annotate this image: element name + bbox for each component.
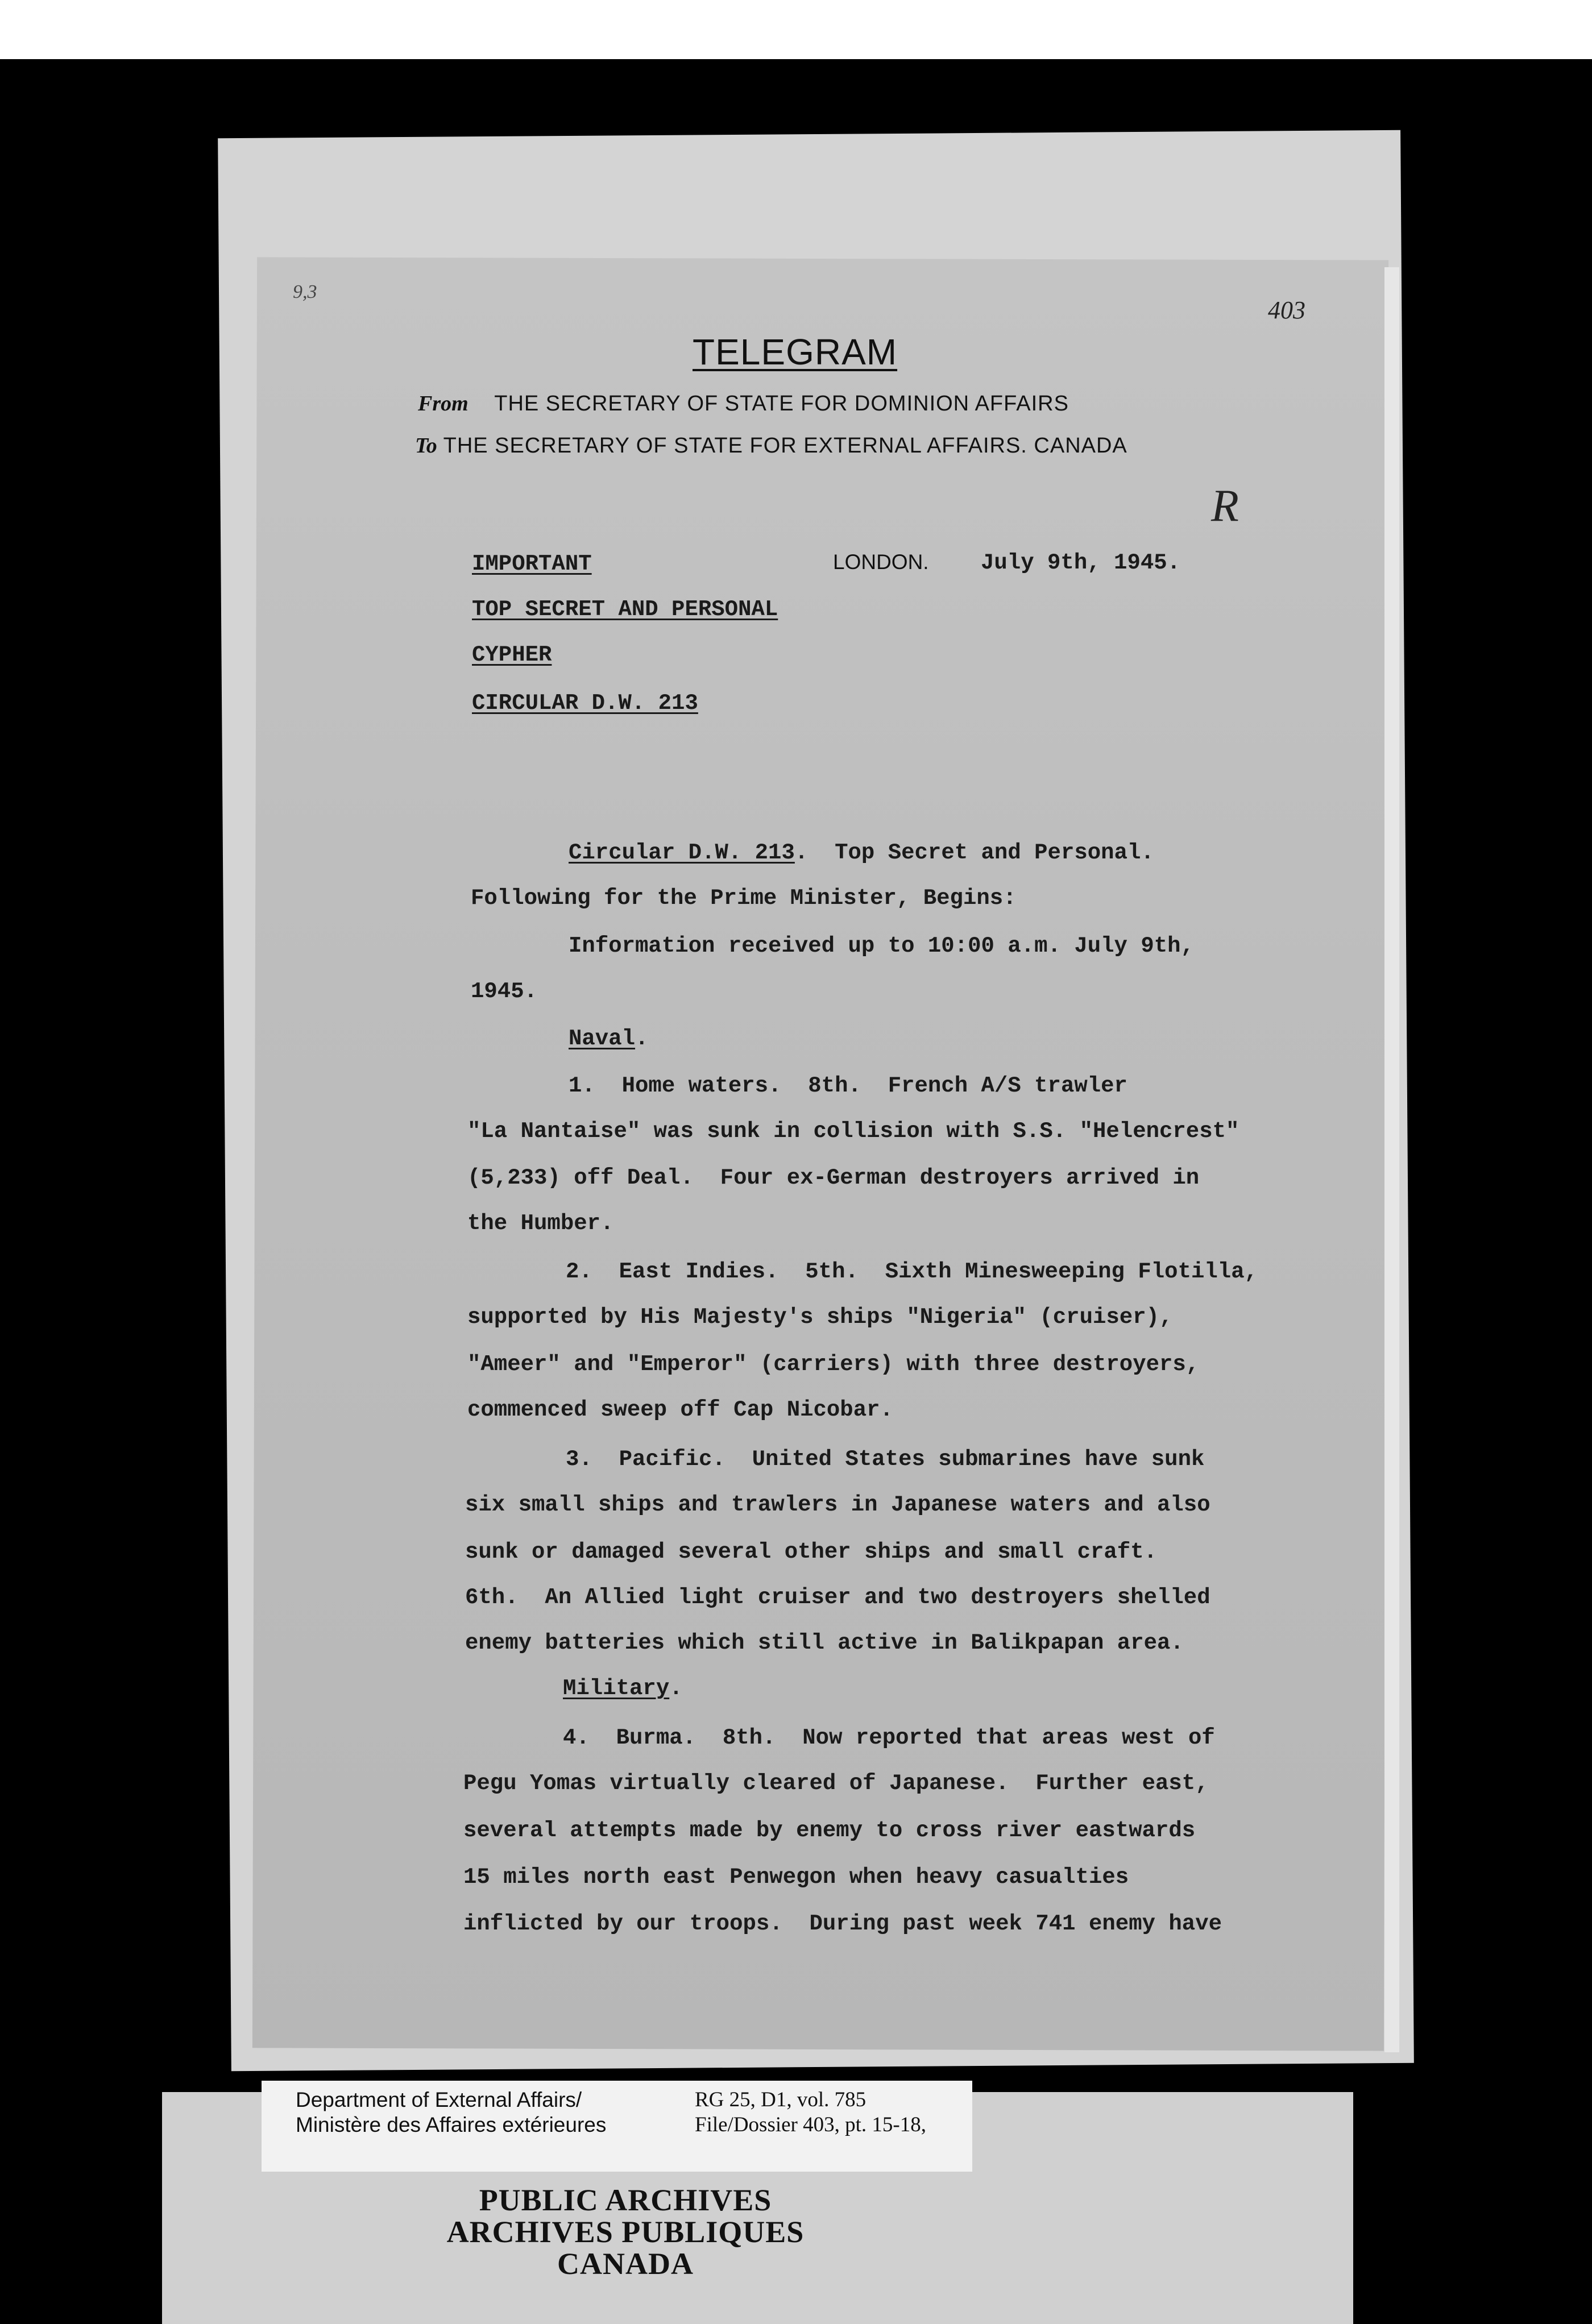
priority-label: IMPORTANT bbox=[472, 551, 592, 576]
body-line: 3. Pacific. United States submarines have sunk bbox=[566, 1447, 1205, 1472]
handwritten-initial: R bbox=[1211, 481, 1239, 531]
body-line: "Ameer" and "Emperor" (carriers) with three destroyers, bbox=[467, 1352, 1200, 1377]
place: LONDON. bbox=[833, 550, 929, 574]
section-heading: Military. bbox=[563, 1676, 683, 1701]
body-line: supported by His Majesty's ships "Nigeria" (cruiser), bbox=[467, 1305, 1173, 1330]
body-line: Pegu Yomas virtually cleared of Japanese. Further east, bbox=[463, 1771, 1209, 1796]
archive-department: Department of External Affairs/ Ministère des Affaires extérieures bbox=[296, 2088, 607, 2136]
body-line: 1. Home waters. 8th. French A/S trawler bbox=[569, 1073, 1127, 1098]
body-line: the Humber. bbox=[467, 1211, 614, 1236]
body-line: Information received up to 10:00 a.m. July 9th, bbox=[569, 933, 1194, 958]
page-number: 403 bbox=[1268, 296, 1305, 324]
corner-handwriting: 9,3 bbox=[293, 281, 317, 302]
body-line: 15 miles north east Penwegon when heavy casualties bbox=[463, 1865, 1129, 1890]
from-line bbox=[418, 391, 1069, 416]
date: July 9th, 1945. bbox=[981, 550, 1181, 575]
to-line bbox=[415, 433, 1127, 458]
body-line: enemy batteries which still active in Balikpapan area. bbox=[465, 1630, 1184, 1655]
from-text: THE SECRETARY OF STATE FOR DOMINION AFFAIRS bbox=[494, 392, 1069, 416]
body-line: 6th. An Allied light cruiser and two destroyers shelled bbox=[465, 1585, 1210, 1610]
body-line: commenced sweep off Cap Nicobar. bbox=[467, 1397, 893, 1422]
circular-ref: Circular D.W. 213 bbox=[569, 840, 795, 865]
body-line: 2. East Indies. 5th. Sixth Minesweeping Flotilla, bbox=[566, 1259, 1258, 1284]
section-heading: Naval. bbox=[569, 1026, 649, 1051]
body-line: sunk or damaged several other ships and small craft. bbox=[465, 1539, 1157, 1564]
body-line: (5,233) off Deal. Four ex-German destroyers arrived in bbox=[467, 1165, 1200, 1190]
archive-reference: RG 25, D1, vol. 785 File/Dossier 403, pt. 15-18, bbox=[695, 2088, 926, 2136]
body-line: 1945. bbox=[471, 979, 538, 1004]
from-label: From bbox=[418, 392, 469, 416]
to-label: To bbox=[415, 434, 437, 458]
to-text: THE SECRETARY OF STATE FOR EXTERNAL AFFAIRS. CANADA bbox=[443, 434, 1127, 458]
body-line: inflicted by our troops. During past week 741 enemy have bbox=[463, 1911, 1222, 1936]
method-label: CYPHER bbox=[472, 642, 552, 667]
body-line: several attempts made by enemy to cross river eastwards bbox=[463, 1818, 1196, 1843]
body-line: 4. Burma. 8th. Now reported that areas west of bbox=[563, 1725, 1215, 1750]
telegram-title: TELEGRAM bbox=[693, 331, 898, 372]
public-archives-stamp: PUBLIC ARCHIVES ARCHIVES PUBLIQUES CANADA bbox=[446, 2183, 805, 2281]
scan-border bbox=[0, 0, 1592, 59]
body-line: Circular D.W. 213. Top Secret and Personal. bbox=[569, 840, 1154, 865]
security-label: TOP SECRET AND PERSONAL bbox=[472, 597, 778, 622]
body-line: "La Nantaise" was sunk in collision with S.S. "Helencrest" bbox=[467, 1119, 1239, 1144]
body-line: six small ships and trawlers in Japanese waters and also bbox=[465, 1492, 1210, 1517]
sheet-edge bbox=[1384, 267, 1399, 2052]
circular-label: CIRCULAR D.W. 213 bbox=[472, 691, 698, 716]
body-line: Following for the Prime Minister, Begins: bbox=[471, 886, 1017, 911]
